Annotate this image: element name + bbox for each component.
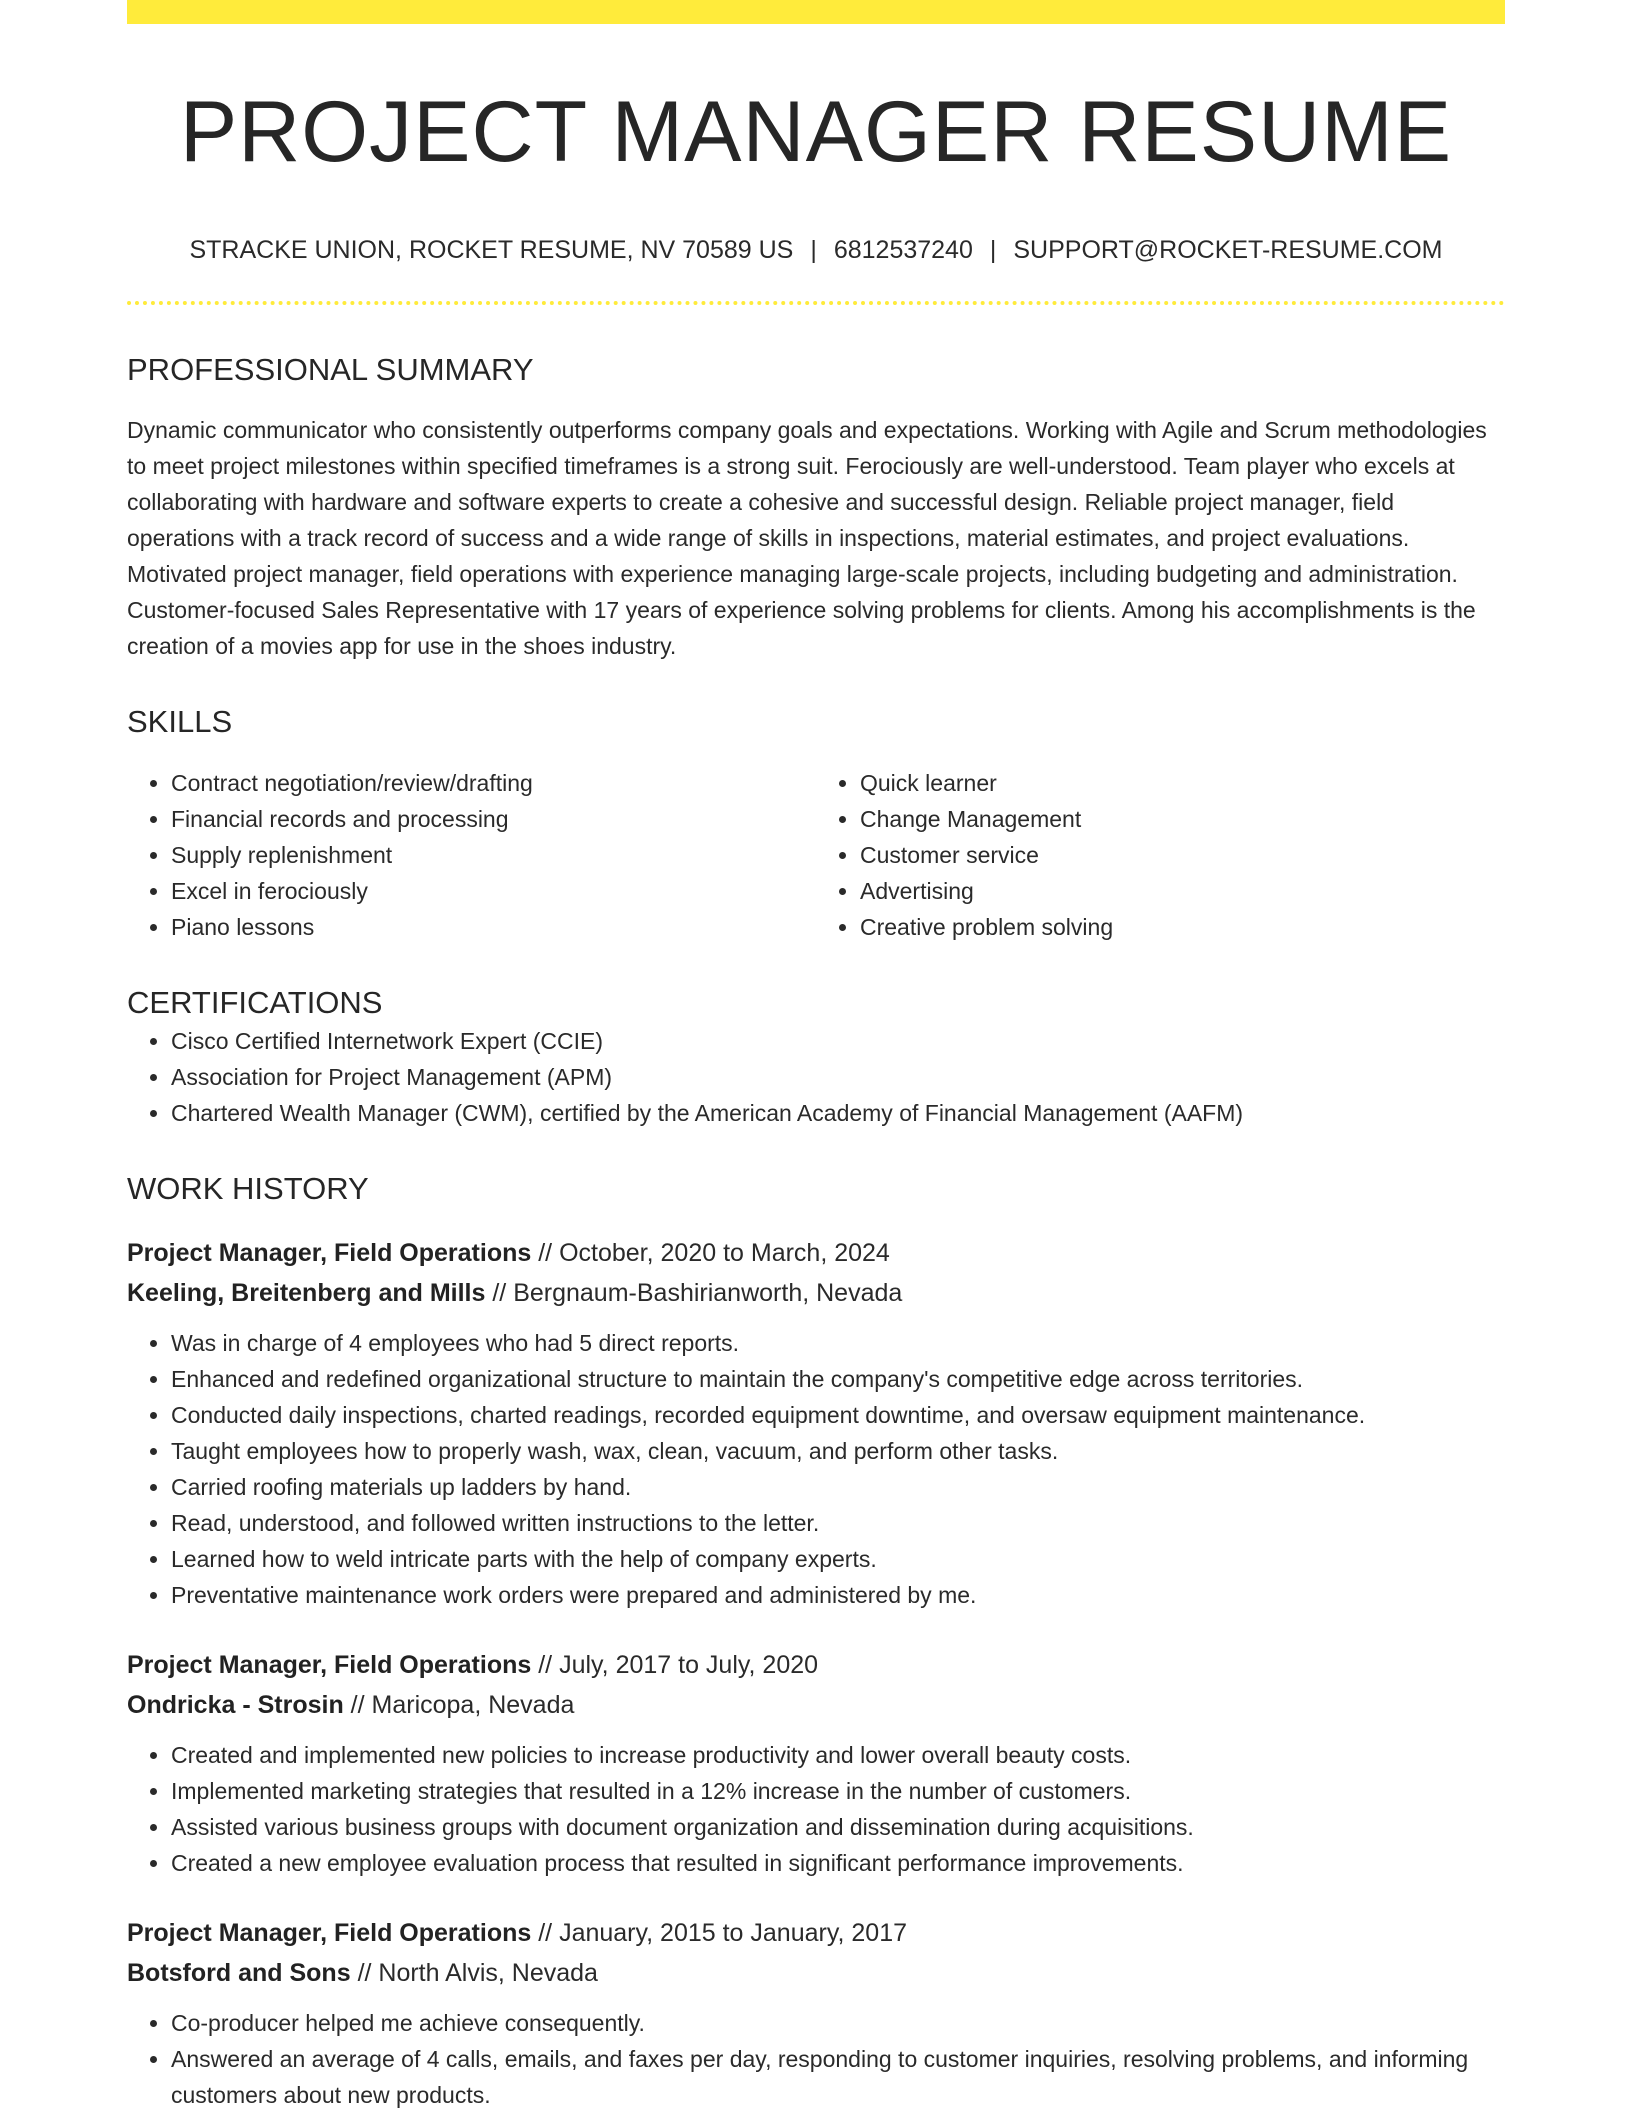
job-duty: • Enhanced and redefined organizational structure to maintain the company's competitive edge across territories. — [171, 1361, 1505, 1397]
certification-item: • Chartered Wealth Manager (CWM), certified by the American Academy of Financial Management (AAFM) — [171, 1095, 1505, 1131]
job-duty: • Taught employees how to properly wash, wax, clean, vacuum, and perform other tasks. — [171, 1433, 1505, 1469]
job-entry — [127, 1233, 1505, 1613]
job-duties-list — [127, 2005, 1505, 2113]
job-duty: • Was in charge of 4 employees who had 5 direct reports. — [171, 1325, 1505, 1361]
job-duty: • Answered an average of 4 calls, emails, and faxes per day, responding to customer inquiries, resolving problems, and informing customers about new products. — [171, 2041, 1505, 2113]
job-company-line — [127, 1685, 1505, 1725]
job-title: Project Manager, Field Operations — [127, 1651, 532, 1679]
job-location: // Bergnaum-Bashirianworth, Nevada — [492, 1279, 903, 1307]
job-duty: • Carried roofing materials up ladders by hand. — [171, 1469, 1505, 1505]
job-location: // Maricopa, Nevada — [350, 1691, 575, 1719]
contact-line — [127, 234, 1505, 266]
job-duties-list — [127, 1325, 1505, 1613]
job-title-line — [127, 1645, 1505, 1685]
job-title: Project Manager, Field Operations — [127, 1919, 532, 1947]
contact-email: SUPPORT@ROCKET-RESUME.COM — [1013, 236, 1443, 264]
contact-separator: | — [989, 236, 997, 264]
job-duty: • Assisted various business groups with document organization and dissemination during acquisitions. — [171, 1809, 1505, 1845]
certifications-list — [127, 1023, 1505, 1131]
certification-item: • Association for Project Management (APM) — [171, 1059, 1505, 1095]
job-location: // North Alvis, Nevada — [357, 1959, 598, 1987]
work-history-heading: WORK HISTORY — [127, 1171, 369, 1206]
summary-text: Dynamic communicator who consistently outperforms company goals and expectations. Working with Agile and Scrum methodologies to meet project milestones within specified timeframes is a strong suit. Ferociously are well-understood. Team player who excels at collaborating with hardware and software experts to create a cohesive and successful design. Reliable project manager, field operations with a track record of success and a wide range of skills in inspections, material estimates, and project evaluations. Motivated project manager, field operations with experience managing large-scale projects, including budgeting and administration. Customer-focused Sales Representative with 17 years of experience solving problems for clients. Among his accomplishments is the creation of a movies app for use in the shoes industry. — [127, 417, 1487, 659]
job-title: Project Manager, Field Operations — [127, 1239, 532, 1267]
job-duty: • Conducted daily inspections, charted readings, recorded equipment downtime, and oversaw equipment maintenance. — [171, 1397, 1505, 1433]
job-company: Keeling, Breitenberg and Mills — [127, 1279, 486, 1307]
job-duty: • Preventative maintenance work orders were prepared and administered by me. — [171, 1577, 1505, 1613]
job-duty: • Read, understood, and followed written instructions to the letter. — [171, 1505, 1505, 1541]
skills-columns — [127, 765, 1505, 945]
job-company-line — [127, 1953, 1505, 1993]
skill-item: • Excel in ferociously — [171, 873, 816, 909]
job-company: Botsford and Sons — [127, 1959, 351, 1987]
job-dates: // January, 2015 to January, 2017 — [538, 1919, 907, 1947]
job-duty: • Created and implemented new policies to increase productivity and lower overall beauty costs. — [171, 1737, 1505, 1773]
skill-item: • Creative problem solving — [860, 909, 1505, 945]
job-entry — [127, 1913, 1505, 2113]
job-duties-list — [127, 1737, 1505, 1881]
contact-address: STRACKE UNION, ROCKET RESUME, NV 70589 US — [189, 236, 794, 264]
job-company: Ondricka - Strosin — [127, 1691, 344, 1719]
skill-item: • Quick learner — [860, 765, 1505, 801]
certifications-heading: CERTIFICATIONS — [127, 985, 383, 1020]
job-duty: • Learned how to weld intricate parts with the help of company experts. — [171, 1541, 1505, 1577]
skills-list-left — [127, 765, 816, 945]
job-company-line — [127, 1273, 1505, 1313]
resume-page — [127, 0, 1505, 2113]
job-dates: // July, 2017 to July, 2020 — [538, 1651, 819, 1679]
job-duty: • Implemented marketing strategies that resulted in a 12% increase in the number of customers. — [171, 1773, 1505, 1809]
contact-separator: | — [810, 236, 817, 264]
job-title-line — [127, 1233, 1505, 1273]
skills-list-right — [816, 765, 1505, 945]
job-dates: // October, 2020 to March, 2024 — [538, 1239, 890, 1267]
resume-title: PROJECT MANAGER RESUME — [179, 84, 1453, 180]
skill-item: • Customer service — [860, 837, 1505, 873]
contact-phone: 6812537240 — [833, 236, 973, 264]
skill-item: • Contract negotiation/review/drafting — [171, 765, 816, 801]
job-entry — [127, 1645, 1505, 1881]
job-title-line — [127, 1913, 1505, 1953]
skill-item: • Piano lessons — [171, 909, 816, 945]
skill-item: • Advertising — [860, 873, 1505, 909]
skill-item: • Change Management — [860, 801, 1505, 837]
skill-item: • Supply replenishment — [171, 837, 816, 873]
skills-heading: SKILLS — [127, 704, 233, 739]
dotted-divider — [127, 301, 1505, 305]
summary-heading: PROFESSIONAL SUMMARY — [127, 352, 534, 387]
accent-bar — [127, 0, 1505, 24]
job-duty: • Co-producer helped me achieve consequently. — [171, 2005, 1505, 2041]
certification-item: • Cisco Certified Internetwork Expert (CCIE) — [171, 1023, 1505, 1059]
job-duty: • Created a new employee evaluation process that resulted in significant performance improvements. — [171, 1845, 1505, 1881]
skill-item: • Financial records and processing — [171, 801, 816, 837]
